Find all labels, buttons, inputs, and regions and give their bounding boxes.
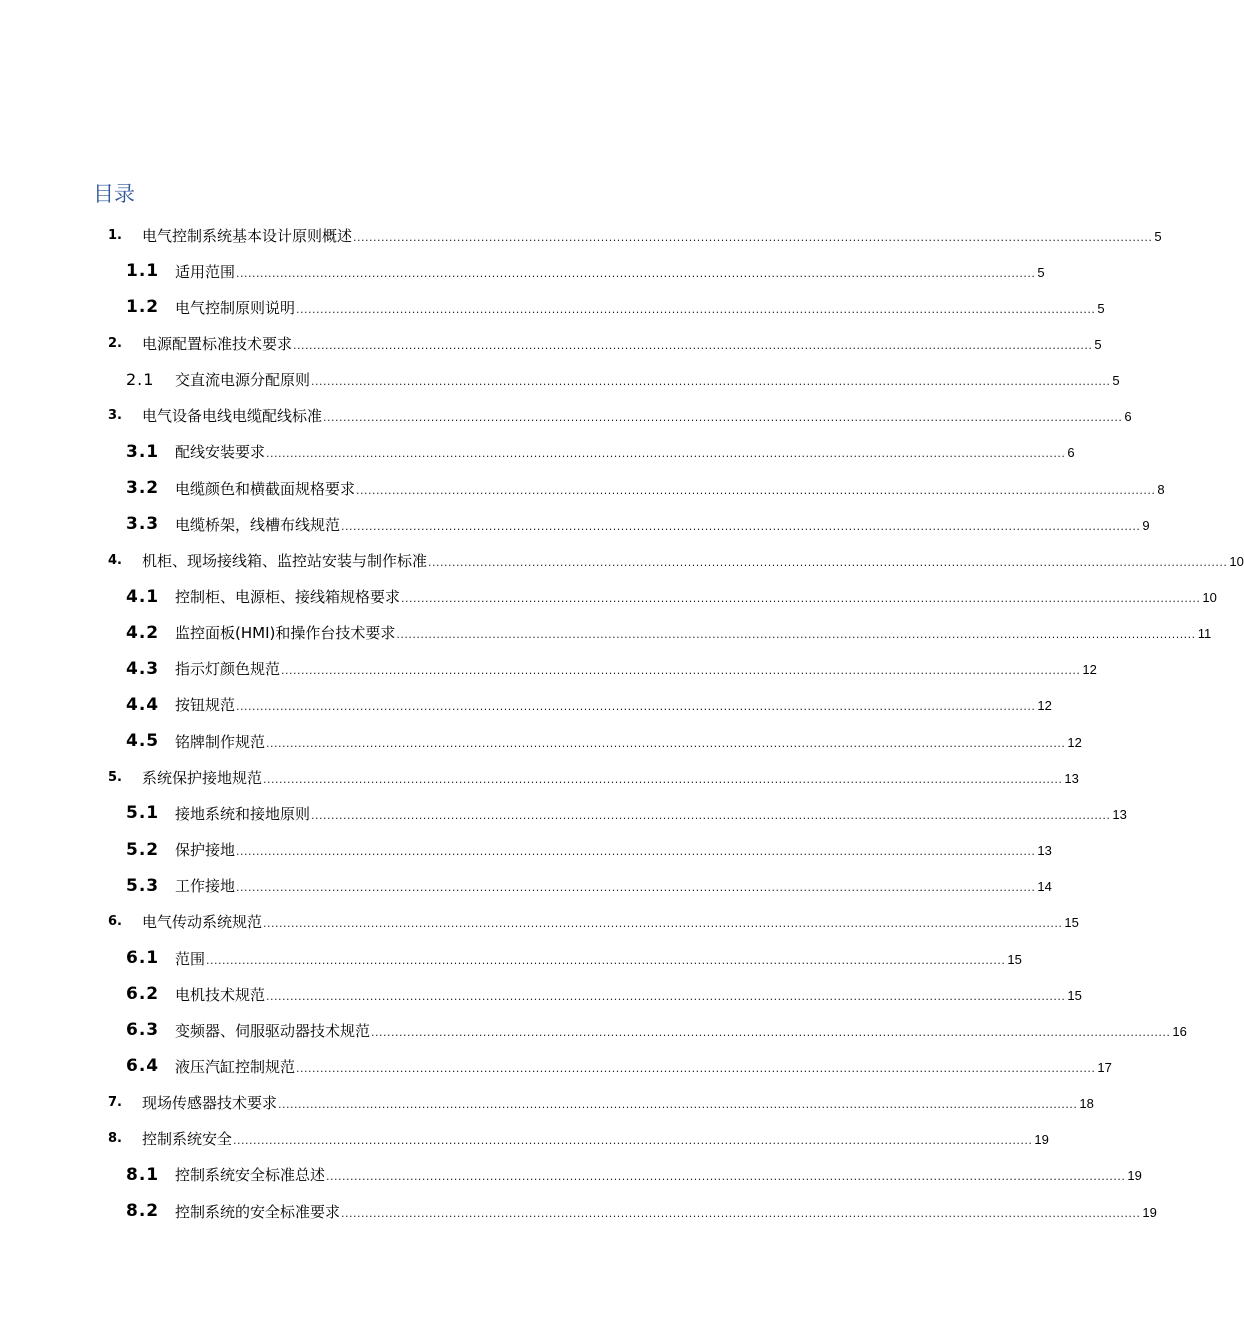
toc-dot-leader: ........................................................................................................................................................................................................ — [353, 230, 1153, 244]
toc-entry-line — [142, 767, 1079, 788]
toc-dot-leader: ........................................................................................................................................................................................................ — [263, 917, 1063, 931]
toc-dot-leader: ........................................................................................................................................................................................................ — [311, 808, 1111, 822]
toc-entry[interactable] — [0, 325, 1102, 361]
toc-entry-page: 8 — [1157, 481, 1165, 497]
toc-entry-line — [175, 1164, 1142, 1185]
toc-entry-page: 17 — [1097, 1059, 1112, 1075]
toc-entry-title: 控制系统安全 — [142, 1130, 233, 1149]
toc-entry[interactable] — [0, 687, 1052, 723]
toc-entry-number: 1.2 — [126, 297, 160, 318]
toc-entry-number: 8.1 — [126, 1164, 160, 1185]
toc-entry-line — [175, 1020, 1187, 1041]
toc-dot-leader: ........................................................................................................................................................................................................ — [396, 628, 1196, 642]
toc-entry-number: 6. — [108, 914, 122, 930]
toc-entry-line — [175, 984, 1082, 1005]
toc-dot-leader: ........................................................................................................................................................................................................ — [236, 266, 1036, 280]
toc-entry-title: 系统保护接地规范 — [142, 768, 263, 787]
toc-entry-page: 5 — [1037, 264, 1045, 280]
toc-dot-leader: ........................................................................................................................................................................................................ — [263, 772, 1063, 786]
toc-dot-leader: ........................................................................................................................................................................................................ — [278, 1098, 1078, 1112]
toc-entry-page: 6 — [1067, 445, 1075, 461]
toc-entry-title: 电气控制系统基本设计原则概述 — [142, 226, 353, 245]
toc-entry-line — [175, 1056, 1112, 1077]
toc-entry-title: 机柜、现场接线箱、监控站安装与制作标准 — [142, 551, 428, 570]
toc-entry-page: 18 — [1079, 1096, 1094, 1112]
toc-dot-leader: ........................................................................................................................................................................................................ — [326, 1170, 1126, 1184]
toc-entry-number: 6.2 — [126, 984, 160, 1005]
toc-entry[interactable] — [0, 795, 1127, 831]
toc-entry-line — [175, 803, 1127, 824]
toc-entry-line — [142, 225, 1162, 246]
toc-entry-title: 电源配置标准技术要求 — [142, 334, 293, 353]
toc-entry-page: 15 — [1067, 987, 1082, 1003]
toc-entry[interactable] — [0, 579, 1217, 615]
toc-entry[interactable] — [0, 759, 1079, 795]
toc-dot-leader: ........................................................................................................................................................................................................ — [371, 1025, 1171, 1039]
toc-entry-number: 5.3 — [126, 875, 160, 896]
toc-entry-title: 电机技术规范 — [175, 985, 266, 1004]
toc-entry[interactable] — [0, 723, 1082, 759]
toc-entry-page: 13 — [1064, 770, 1079, 786]
toc-dot-leader: ........................................................................................................................................................................................................ — [341, 1206, 1141, 1220]
toc-dot-leader: ........................................................................................................................................................................................................ — [266, 989, 1066, 1003]
toc-entry-title: 接地系统和接地原则 — [175, 804, 311, 823]
toc-entry-line — [142, 333, 1102, 354]
toc-entry-page: 5 — [1097, 300, 1105, 316]
toc-dot-leader: ........................................................................................................................................................................................................ — [206, 953, 1006, 967]
toc-entry-page: 13 — [1112, 806, 1127, 822]
toc-entry-title: 变频器、伺服驱动器技术规范 — [175, 1021, 371, 1040]
toc-entry[interactable] — [0, 217, 1162, 253]
toc-entry-line — [175, 478, 1165, 499]
toc-entry-number: 2.1 — [126, 370, 155, 390]
toc-dot-leader: ........................................................................................................................................................................................................ — [401, 592, 1201, 605]
toc-entry-title: 电气控制原则说明 — [175, 298, 296, 317]
toc-entry-title: 按钮规范 — [175, 696, 236, 715]
toc-entry-number: 5.1 — [126, 803, 160, 824]
toc-entry-line — [175, 839, 1052, 860]
toc-entry[interactable] — [0, 832, 1052, 868]
toc-entry-title: 电气设备电线电缆配线标准 — [142, 407, 323, 426]
toc-entry[interactable] — [0, 253, 1045, 289]
toc-entry[interactable] — [0, 615, 1212, 651]
toc-entry-page: 13 — [1037, 843, 1052, 859]
toc-entry-title: 电缆颜色和横截面规格要求 — [175, 479, 356, 498]
toc-entry-title: 电缆桥架，线槽布线规范 — [175, 515, 341, 534]
toc-entry[interactable] — [0, 362, 1120, 398]
toc-dot-leader: ........................................................................................................................................................................................................ — [311, 375, 1111, 389]
toc-entry[interactable] — [0, 542, 1244, 578]
toc-entry-number: 3.2 — [126, 478, 160, 499]
toc-entry-title: 监控面板(HMI)和操作台技术要求 — [175, 624, 396, 643]
toc-entry-line — [175, 731, 1082, 752]
toc-entry-title: 工作接地 — [175, 877, 236, 896]
toc-entry[interactable] — [0, 289, 1105, 325]
toc-entry-page: 5 — [1112, 373, 1120, 389]
toc-entry-number: 5. — [108, 769, 122, 785]
toc-entry-line — [175, 875, 1052, 896]
toc-entry[interactable] — [0, 904, 1079, 940]
toc-entry-page: 5 — [1154, 228, 1162, 244]
toc-entry-page: 10 — [1202, 590, 1217, 605]
toc-entry-page: 16 — [1172, 1023, 1187, 1039]
toc-entry[interactable] — [0, 1012, 1187, 1048]
toc-entry-line — [175, 261, 1045, 282]
toc-entry-title: 保护接地 — [175, 841, 236, 860]
toc-entry-number: 4.5 — [126, 731, 160, 752]
toc-entry[interactable] — [0, 868, 1052, 904]
toc-entry-title: 现场传感器技术要求 — [142, 1094, 278, 1113]
toc-entry-title: 控制系统的安全标准要求 — [175, 1202, 341, 1221]
toc-dot-leader: ........................................................................................................................................................................................................ — [236, 845, 1036, 859]
toc-dot-leader: ........................................................................................................................................................................................................ — [293, 338, 1093, 352]
toc-dot-leader: ........................................................................................................................................................................................................ — [266, 447, 1066, 461]
toc-dot-leader: ........................................................................................................................................................................................................ — [296, 302, 1096, 316]
toc-dot-leader: ........................................................................................................................................................................................................ — [236, 881, 1036, 895]
toc-entry-title: 控制柜、电源柜、接线箱规格要求 — [175, 588, 401, 606]
toc-entry-number: 8. — [108, 1131, 122, 1147]
toc-entry-number: 6.1 — [126, 948, 160, 968]
toc-entry-title: 铭牌制作规范 — [175, 732, 266, 751]
toc-entry-title: 配线安装要求 — [175, 443, 266, 462]
toc-entry-number: 4.4 — [126, 694, 160, 715]
toc-entry-page: 6 — [1124, 409, 1132, 425]
toc-entry-number: 8.2 — [126, 1201, 160, 1222]
toc-entry-line — [175, 441, 1075, 462]
toc-entry-page: 15 — [1064, 915, 1079, 931]
toc-entry-line — [175, 369, 1120, 390]
toc-entry-line — [175, 622, 1212, 643]
toc-entry-line — [142, 911, 1079, 932]
toc-entry-title: 范围 — [175, 949, 206, 968]
toc-entry-number: 3.3 — [126, 514, 160, 535]
toc-entry-page: 5 — [1094, 336, 1102, 352]
toc-entry-page: 19 — [1034, 1132, 1049, 1148]
toc-entry[interactable] — [0, 1085, 1094, 1121]
toc-entry-line — [142, 550, 1244, 571]
toc-entry-page: 12 — [1037, 698, 1052, 714]
toc-entry-line — [142, 405, 1132, 426]
toc-entry-page: 19 — [1127, 1168, 1142, 1184]
toc-entry-page: 12 — [1067, 734, 1082, 750]
toc-entry[interactable] — [0, 1121, 1049, 1157]
toc-entry-number: 3.1 — [126, 441, 160, 462]
toc-dot-leader: ........................................................................................................................................................................................................ — [296, 1061, 1096, 1075]
toc-entry-page: 19 — [1142, 1204, 1157, 1220]
toc-entry-line — [175, 297, 1105, 318]
toc-entry-title: 液压汽缸控制规范 — [175, 1057, 296, 1076]
toc-entry-number: 1.1 — [126, 261, 160, 282]
toc-dot-leader: ........................................................................................................................................................................................................ — [266, 736, 1066, 750]
toc-entry[interactable] — [0, 398, 1132, 434]
toc-entry-number: 3. — [108, 408, 122, 424]
toc-entry[interactable] — [0, 470, 1165, 506]
toc-entry-page: 10 — [1229, 553, 1244, 569]
toc-entry-title: 交直流电源分配原则 — [175, 371, 311, 390]
toc-entry-line — [175, 694, 1052, 715]
toc-entry-line — [175, 658, 1097, 679]
toc-title: 目录 — [93, 182, 135, 206]
toc-entry[interactable] — [0, 506, 1150, 542]
toc-entry-title: 适用范围 — [175, 262, 236, 281]
toc-entry-line — [142, 1128, 1049, 1149]
toc-entry-page: 11 — [1197, 626, 1212, 642]
toc-entry-number: 4.1 — [126, 586, 160, 607]
toc-entry-page: 15 — [1007, 951, 1022, 967]
toc-entry[interactable] — [0, 1157, 1142, 1193]
toc-entry-number: 4.3 — [126, 658, 160, 679]
toc-entry[interactable] — [0, 976, 1082, 1012]
toc-entry-number: 1. — [108, 227, 122, 243]
toc-entry[interactable] — [0, 651, 1097, 687]
toc-entry-line — [175, 1201, 1157, 1222]
toc-entry-title: 指示灯颜色规范 — [175, 660, 281, 679]
toc-entry-number: 5.2 — [126, 839, 160, 860]
toc-dot-leader: ........................................................................................................................................................................................................ — [428, 555, 1228, 569]
toc-entry-number: 7. — [108, 1095, 122, 1111]
toc-entry-page: 12 — [1082, 662, 1097, 678]
toc-entry[interactable] — [0, 1048, 1112, 1084]
toc-entry[interactable] — [0, 940, 1022, 976]
toc-entry-page: 14 — [1037, 879, 1052, 895]
toc-entry-line — [175, 948, 1022, 969]
toc-entry-title: 控制系统安全标准总述 — [175, 1166, 326, 1185]
toc-entry-line — [142, 1092, 1094, 1113]
toc-entry-number: 6.4 — [126, 1056, 160, 1077]
toc-entry-number: 4.2 — [126, 622, 160, 643]
toc-entry-line — [175, 586, 1217, 607]
toc-entry[interactable] — [0, 1193, 1157, 1229]
toc-entry-number: 6.3 — [126, 1020, 160, 1041]
toc-entry-title: 电气传动系统规范 — [142, 913, 263, 932]
toc-dot-leader: ........................................................................................................................................................................................................ — [236, 700, 1036, 714]
toc-dot-leader: ........................................................................................................................................................................................................ — [281, 664, 1081, 678]
toc-dot-leader: ........................................................................................................................................................................................................ — [323, 411, 1123, 425]
toc-dot-leader: ........................................................................................................................................................................................................ — [233, 1134, 1033, 1148]
toc-entry-number: 4. — [108, 552, 122, 568]
toc-entry-number: 2. — [108, 335, 122, 351]
toc-entry[interactable] — [0, 434, 1075, 470]
toc-dot-leader: ........................................................................................................................................................................................................ — [341, 519, 1141, 533]
toc-entry-page: 9 — [1142, 517, 1150, 533]
toc-dot-leader: ........................................................................................................................................................................................................ — [356, 483, 1156, 497]
toc-entry-line — [175, 514, 1150, 535]
